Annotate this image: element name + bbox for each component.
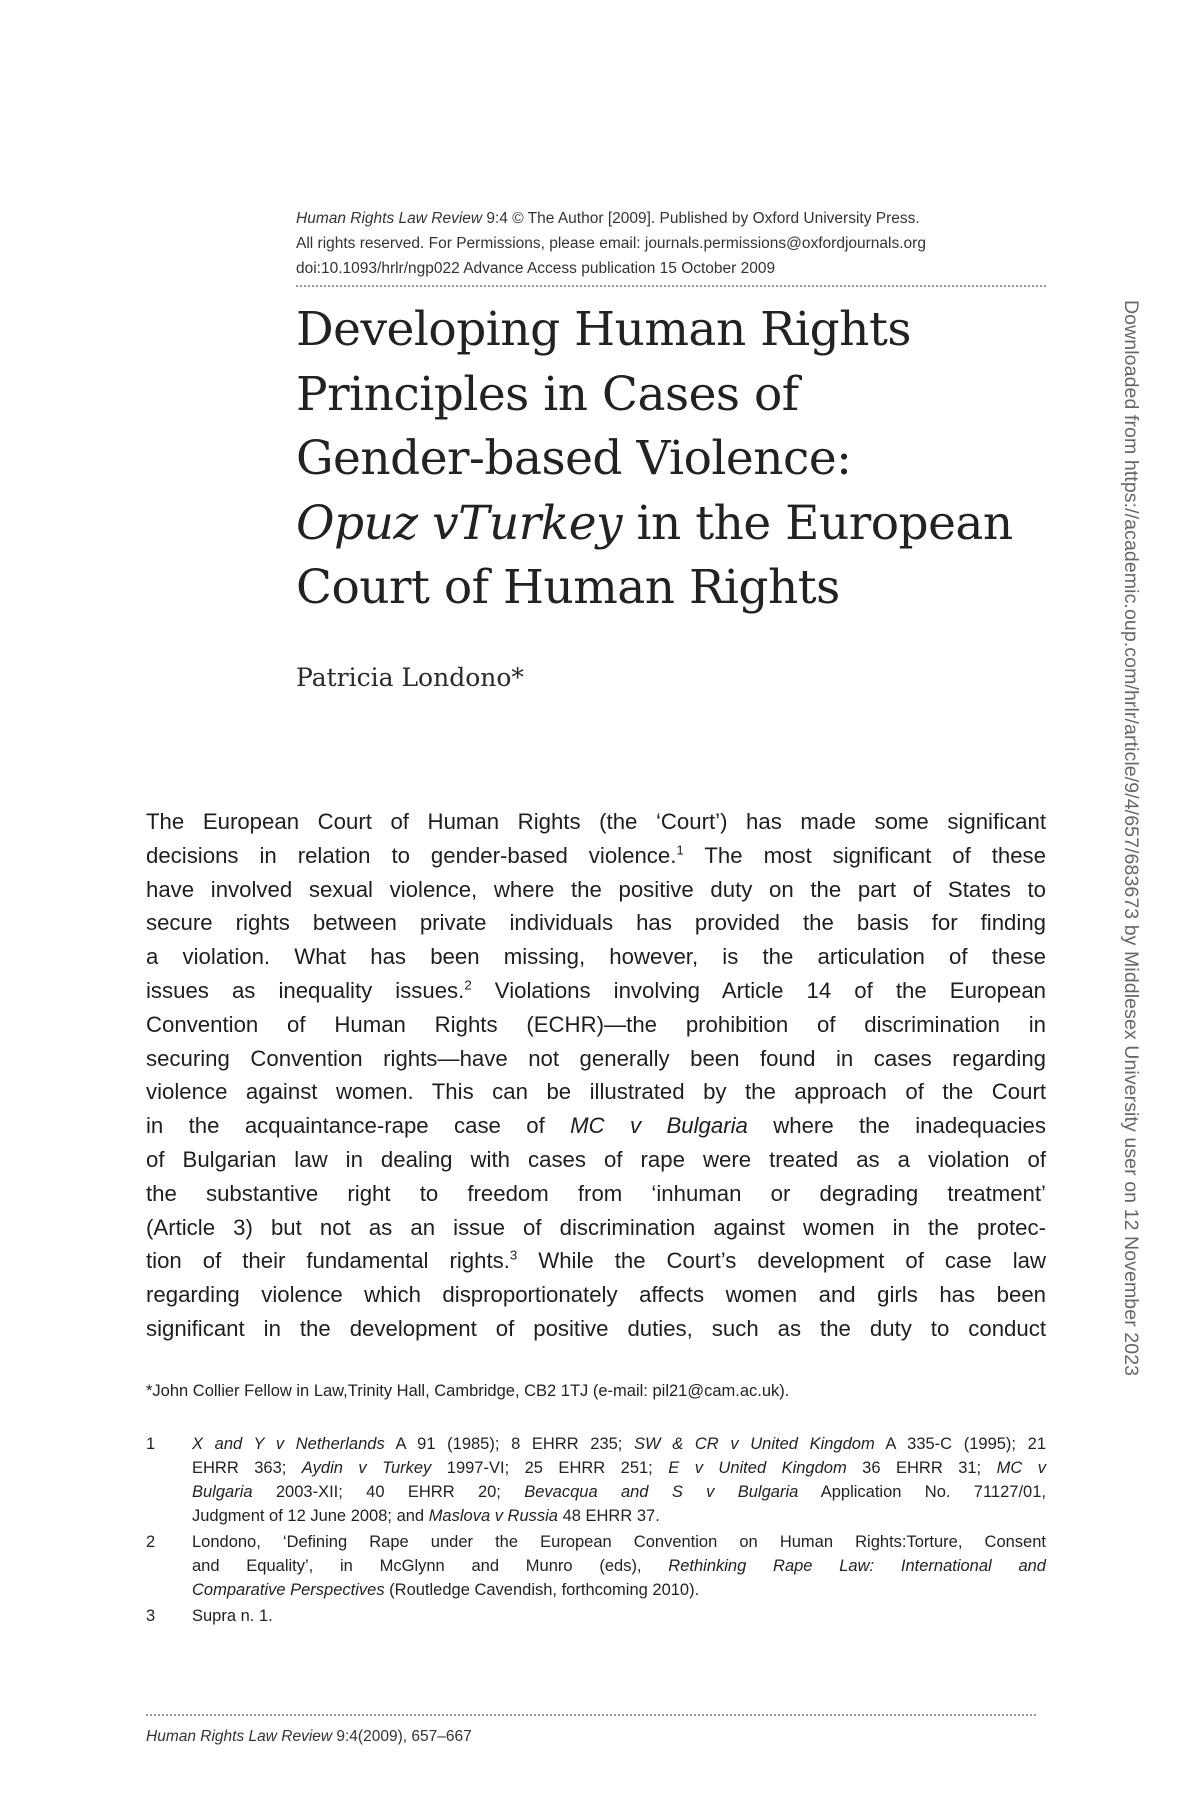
body-line: (Article 3) but not as an issue of discrimination against women in the protec- [146, 1214, 1046, 1240]
header-divider [296, 285, 1046, 287]
author-name: Patricia Londono* [296, 663, 524, 692]
article-header-meta [296, 206, 1046, 281]
footnote-line [192, 1554, 1046, 1578]
title-line-2: Principles in Cases of [296, 366, 799, 422]
footnote-run: 36 EHRR 31; [846, 1459, 997, 1477]
case-citation: MC v [996, 1459, 1046, 1477]
copyright-text: 9:4 © The Author [2009]. Published by Oxford University Press. [482, 210, 920, 227]
footnote-run: and Equality’, in McGlynn and Munro (eds), [192, 1557, 669, 1575]
body-text-run: Violations involving Article 14 of the European [471, 977, 1046, 1003]
footnote-line [192, 1480, 1046, 1504]
footnote-1 [146, 1432, 1046, 1528]
case-citation: Aydin v Turkey [301, 1459, 432, 1477]
footnote-number: 2 [146, 1533, 156, 1551]
footnote-text [192, 1530, 1046, 1602]
author-affiliation-note: *John Collier Fellow in Law,Trinity Hall, Cambridge, CB2 1TJ (e-mail: pil21@cam.ac.uk). [146, 1382, 790, 1400]
footnote-run: Application No. 71127/01, [798, 1483, 1046, 1501]
case-citation: X and Y v Netherlands [192, 1435, 385, 1453]
title-line-3: Gender-based Violence: [296, 431, 852, 486]
footnote-run: (Routledge Cavendish, forthcoming 2010). [384, 1581, 700, 1599]
article-title [296, 298, 1056, 621]
header-line-3: doi:10.1093/hrlr/ngp022 Advance Access publication 15 October 2009 [296, 260, 776, 277]
case-citation: Maslova v Russia [428, 1507, 558, 1525]
volume-pages: 9:4(2009), 657–667 [332, 1728, 472, 1745]
title-line-4-rest: in the European [622, 495, 1013, 551]
footnote-number: 1 [146, 1435, 156, 1453]
footnote-2 [146, 1530, 1046, 1602]
footer-divider [146, 1714, 1036, 1716]
body-line: securing Convention rights—have not generally been found in cases regarding [146, 1045, 1046, 1071]
case-citation: Bulgaria [192, 1483, 253, 1501]
footnote-number: 3 [146, 1607, 156, 1625]
footnote-ref-2[interactable]: 2 [464, 977, 472, 993]
body-line: The European Court of Human Rights (the ‘Court’) has made some significant [146, 809, 1046, 834]
body-line: Convention of Human Rights (ECHR)—the prohibition of discrimination in [146, 1011, 1046, 1037]
body-line: regarding violence which disproportionately affects women and girls has been [146, 1282, 1046, 1308]
body-text-run: The most significant of these [683, 842, 1046, 868]
footnote-line: Londono, ‘Defining Rape under the European Convention on Human Rights:Torture, Consent [192, 1533, 1046, 1551]
body-text-run: in the acquaintance-rape case of [146, 1113, 571, 1139]
page-footer [146, 1726, 472, 1748]
body-line [146, 839, 1046, 873]
case-citation: MC v Bulgaria [570, 1113, 748, 1139]
case-citation: SW & CR v United Kingdom [634, 1435, 875, 1453]
footnote-run: Judgment of 12 June 2008; and [192, 1507, 429, 1525]
case-citation: E v United Kingdom [668, 1459, 847, 1477]
body-line: secure rights between private individuals has provided the basis for finding [146, 910, 1046, 936]
footnote-ref-3[interactable]: 3 [509, 1247, 518, 1263]
footnote-line [192, 1456, 1046, 1480]
footnote-line [192, 1432, 1046, 1456]
footnotes [146, 1432, 1046, 1630]
journal-name: Human Rights Law Review [146, 1728, 333, 1745]
title-line-4 [296, 492, 1056, 557]
footnote-3 [146, 1604, 1046, 1628]
case-citation: Bevacqua and S v Bulgaria [524, 1483, 799, 1501]
body-line: the substantive right to freedom from ‘inhuman or degrading treatment’ [146, 1180, 1046, 1206]
title-line-5: Court of Human Rights [296, 560, 840, 615]
footnote-run: A 91 (1985); 8 EHRR 235; [384, 1435, 635, 1453]
footnote-text [192, 1604, 1046, 1628]
book-title: Comparative Perspectives [192, 1581, 385, 1599]
body-line: a violation. What has been missing, however, is the articulation of these [146, 944, 1046, 970]
footnote-run: 48 EHRR 37. [557, 1507, 660, 1525]
body-paragraph [146, 805, 1046, 1346]
body-line: significant in the development of positive duties, such as the duty to conduct [146, 1315, 1046, 1341]
footnote-run: EHRR 363; [192, 1459, 302, 1477]
header-line-2: All rights reserved. For Permissions, please email: journals.permissions@oxfordjournals.org [296, 235, 926, 252]
body-line [146, 1109, 1046, 1143]
body-text-run: tion of their fundamental rights. [146, 1248, 510, 1274]
footnote-line [192, 1578, 1046, 1602]
body-text-run: where the inadequacies [747, 1113, 1046, 1139]
body-line: of Bulgarian law in dealing with cases of rape were treated as a violation of [146, 1146, 1046, 1172]
footnote-text [192, 1432, 1046, 1528]
body-line [146, 974, 1046, 1008]
book-title: Rethinking Rape Law: International and [668, 1557, 1046, 1575]
case-name: Opuz vTurkey [296, 495, 623, 551]
body-text-run: decisions in relation to gender-based violence. [146, 842, 677, 868]
footnote-line: Supra n. 1. [192, 1607, 273, 1625]
footnote-ref-1[interactable]: 1 [676, 842, 684, 858]
header-line-1 [296, 206, 1046, 231]
footnote-line [192, 1504, 1046, 1528]
body-text-run: issues as inequality issues. [146, 977, 465, 1003]
footnote-run: 2003-XII; 40 EHRR 20; [252, 1483, 525, 1501]
body-text-run: While the Court’s development of case law [517, 1248, 1047, 1274]
journal-name: Human Rights Law Review [296, 210, 483, 227]
body-line [146, 1244, 1046, 1278]
footnote-run: 1997-VI; 25 EHRR 251; [431, 1459, 669, 1477]
body-line: have involved sexual violence, where the positive duty on the part of States to [146, 876, 1046, 902]
title-line-1: Developing Human Rights [296, 302, 911, 357]
footnote-run: A 335-C (1995); 21 [874, 1435, 1047, 1453]
download-watermark: Downloaded from https://academic.oup.com/hrlr/article/9/4/657/683673 by Middlesex University user on 12 November 2023 [1120, 300, 1142, 1377]
body-line: violence against women. This can be illustrated by the approach of the Court [146, 1079, 1046, 1105]
